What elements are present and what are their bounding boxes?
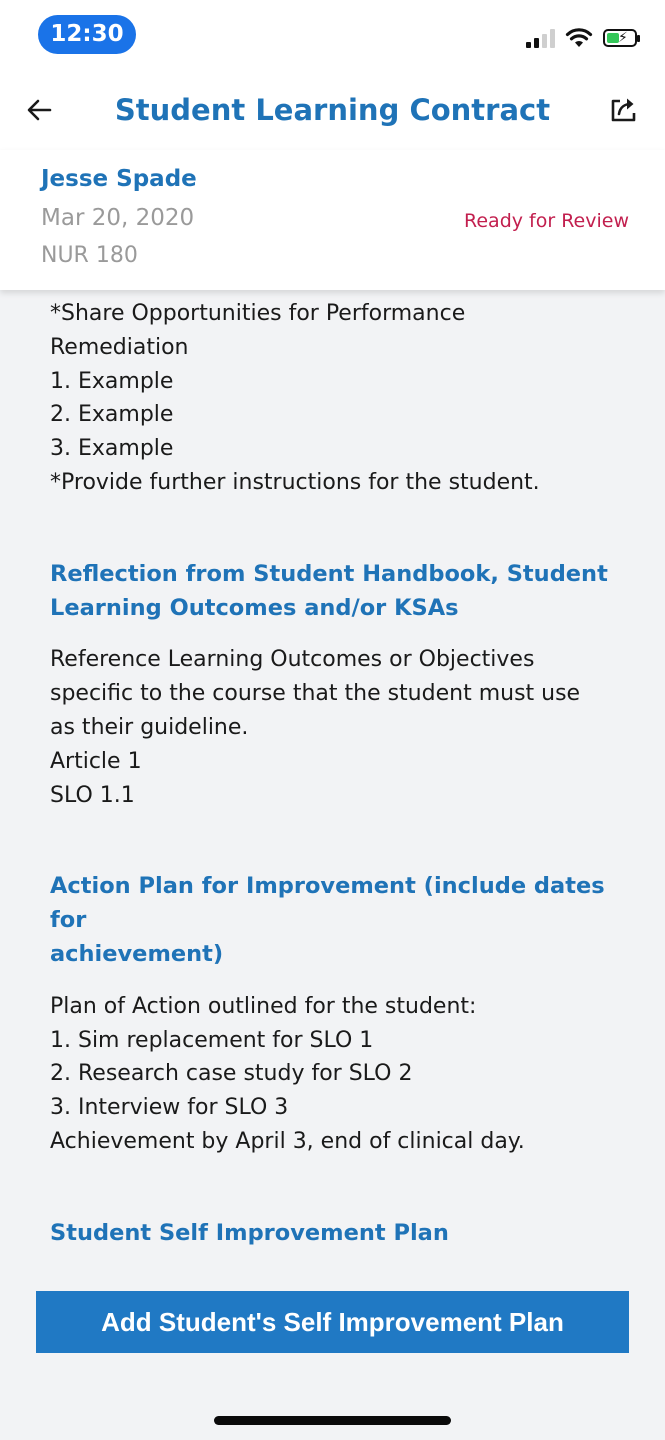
status-time: 12:30 xyxy=(38,15,136,54)
text-line: 1. Example xyxy=(50,368,174,394)
reflection-text xyxy=(50,643,630,812)
text-line: 3. Example xyxy=(50,436,174,462)
text-line: specific to the course that the student must use xyxy=(50,681,581,707)
signal-icon xyxy=(526,28,555,48)
nav-bar xyxy=(0,70,665,150)
text-line: 1. Sim replacement for SLO 1 xyxy=(50,1027,374,1053)
text-line: SLO 1.1 xyxy=(50,782,135,808)
page-title: Student Learning Contract xyxy=(114,93,551,127)
student-name[interactable]: Jesse Spade xyxy=(41,166,197,192)
text-line: *Provide further instructions for the student. xyxy=(50,469,540,495)
text-line: 3. Interview for SLO 3 xyxy=(50,1095,289,1121)
self-improvement-heading: Student Self Improvement Plan xyxy=(50,1219,449,1246)
share-icon[interactable] xyxy=(607,92,641,126)
text-line: as their guideline. xyxy=(50,714,249,740)
reflection-heading xyxy=(50,558,630,626)
text-line: Plan of Action outlined for the student: xyxy=(50,993,477,1019)
contract-content xyxy=(50,297,630,1251)
text-line: Remediation xyxy=(50,334,189,360)
action-plan-heading xyxy=(50,870,630,971)
arrow-left-icon[interactable] xyxy=(20,90,60,130)
text-line: *Share Opportunities for Performance xyxy=(50,301,466,326)
status-icons xyxy=(526,27,637,49)
add-self-improvement-plan-button[interactable]: Add Student's Self Improvement Plan xyxy=(36,1291,629,1353)
action-plan-text xyxy=(50,990,630,1159)
status-badge: Ready for Review xyxy=(464,210,629,232)
text-line: 2. Example xyxy=(50,402,174,428)
status-bar xyxy=(0,0,665,70)
course-code: NUR 180 xyxy=(41,243,138,268)
text-line: 2. Research case study for SLO 2 xyxy=(50,1061,413,1087)
text-line: Reference Learning Outcomes or Objectives xyxy=(50,647,535,673)
heading-line: Action Plan for Improvement (include dates for xyxy=(50,873,605,934)
heading-line: Reflection from Student Handbook, Student xyxy=(50,560,608,587)
battery-charging-icon: ⚡ xyxy=(603,29,637,47)
text-line: Article 1 xyxy=(50,748,142,774)
contract-header-card xyxy=(0,150,665,290)
home-indicator[interactable] xyxy=(214,1416,451,1425)
contract-date: Mar 20, 2020 xyxy=(41,205,195,231)
remediation-text xyxy=(50,297,630,500)
heading-line: Learning Outcomes and/or KSAs xyxy=(50,594,459,621)
heading-line: achievement) xyxy=(50,940,224,967)
text-line: Achievement by April 3, end of clinical day. xyxy=(50,1128,525,1154)
wifi-icon xyxy=(565,27,593,49)
